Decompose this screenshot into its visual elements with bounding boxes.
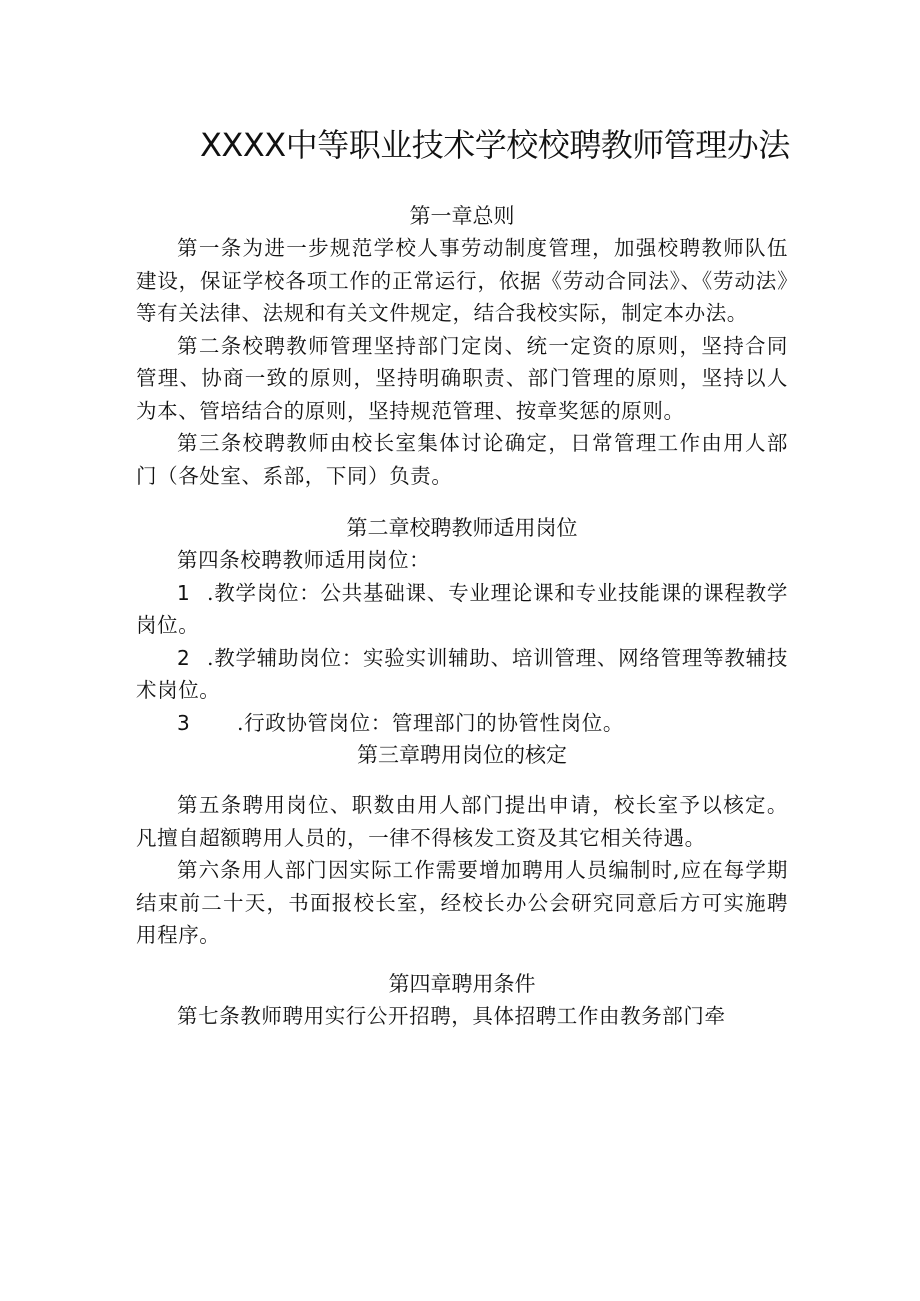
article-6: 第六条用人部门因实际工作需要增加聘用人员编制时,应在每学期结束前二十天，书面报校长室，经校长办公会研究同意后方可实施聘用程序。: [136, 858, 788, 947]
list-item: [136, 577, 788, 642]
article-7: 第七条教师聘用实行公开招聘，具体招聘工作由教务部门牵: [177, 1003, 726, 1028]
chapter-heading: 第四章聘用条件: [388, 971, 536, 996]
document-title: XXXX中等职业技术学校校聘教师管理办法: [200, 126, 790, 164]
article-3: 第三条校聘教师由校长室集体讨论确定，日常管理工作由用人部门（各处室、系部，下同）负责。: [136, 431, 788, 488]
spacer: [136, 492, 788, 512]
article-2: 第二条校聘教师管理坚持部门定岗、统一定资的原则，坚持合同管理、协商一致的原则，坚持明确职责、部门管理的原则，坚持以人为本、管培结合的原则，坚持规范管理、按章奖惩的原则。: [136, 333, 788, 423]
article-4: 第四条校聘教师适用岗位：: [177, 548, 431, 572]
chapter-2: [136, 512, 788, 739]
chapter-heading: 第三章聘用岗位的核定: [357, 743, 567, 767]
chapter-4: [136, 968, 788, 1033]
spacer: [136, 952, 788, 968]
list-item-text: .行政协管岗位：管理部门的协管性岗位。: [237, 710, 624, 735]
list-item: [136, 707, 788, 740]
chapter-1: [136, 200, 788, 492]
list-item-number: 2: [177, 645, 191, 670]
list-item-text: .教学岗位：公共基础课、专业理论课和专业技能课的课程教学岗位。: [136, 580, 788, 637]
article-5: 第五条聘用岗位、职数由用人部门提出申请，校长室予以核定。凡擅自超额聘用人员的，一律不得核发工资及其它相关待遇。: [136, 793, 788, 850]
chapter-heading: 第一章总则: [409, 204, 515, 228]
list-item: [136, 642, 788, 707]
article-1: 第一条为进一步规范学校人事劳动制度管理，加强校聘教师队伍建设，保证学校各项工作的正常运行，依据《劳动合同法》、《劳动法》等有关法律、法规和有关文件规定，结合我校实际，制定本办法。: [136, 236, 788, 325]
chapter-heading: 第二章校聘教师适用岗位: [346, 516, 578, 540]
list-item-number: 3: [177, 710, 191, 735]
list-item-number: 1: [177, 580, 191, 605]
list-item-text: .教学辅助岗位：实验实训辅助、培训管理、网络管理等教辅技术岗位。: [136, 645, 788, 702]
chapter-3: [136, 739, 788, 952]
document-body: [136, 200, 788, 1032]
spacer: [136, 771, 788, 789]
